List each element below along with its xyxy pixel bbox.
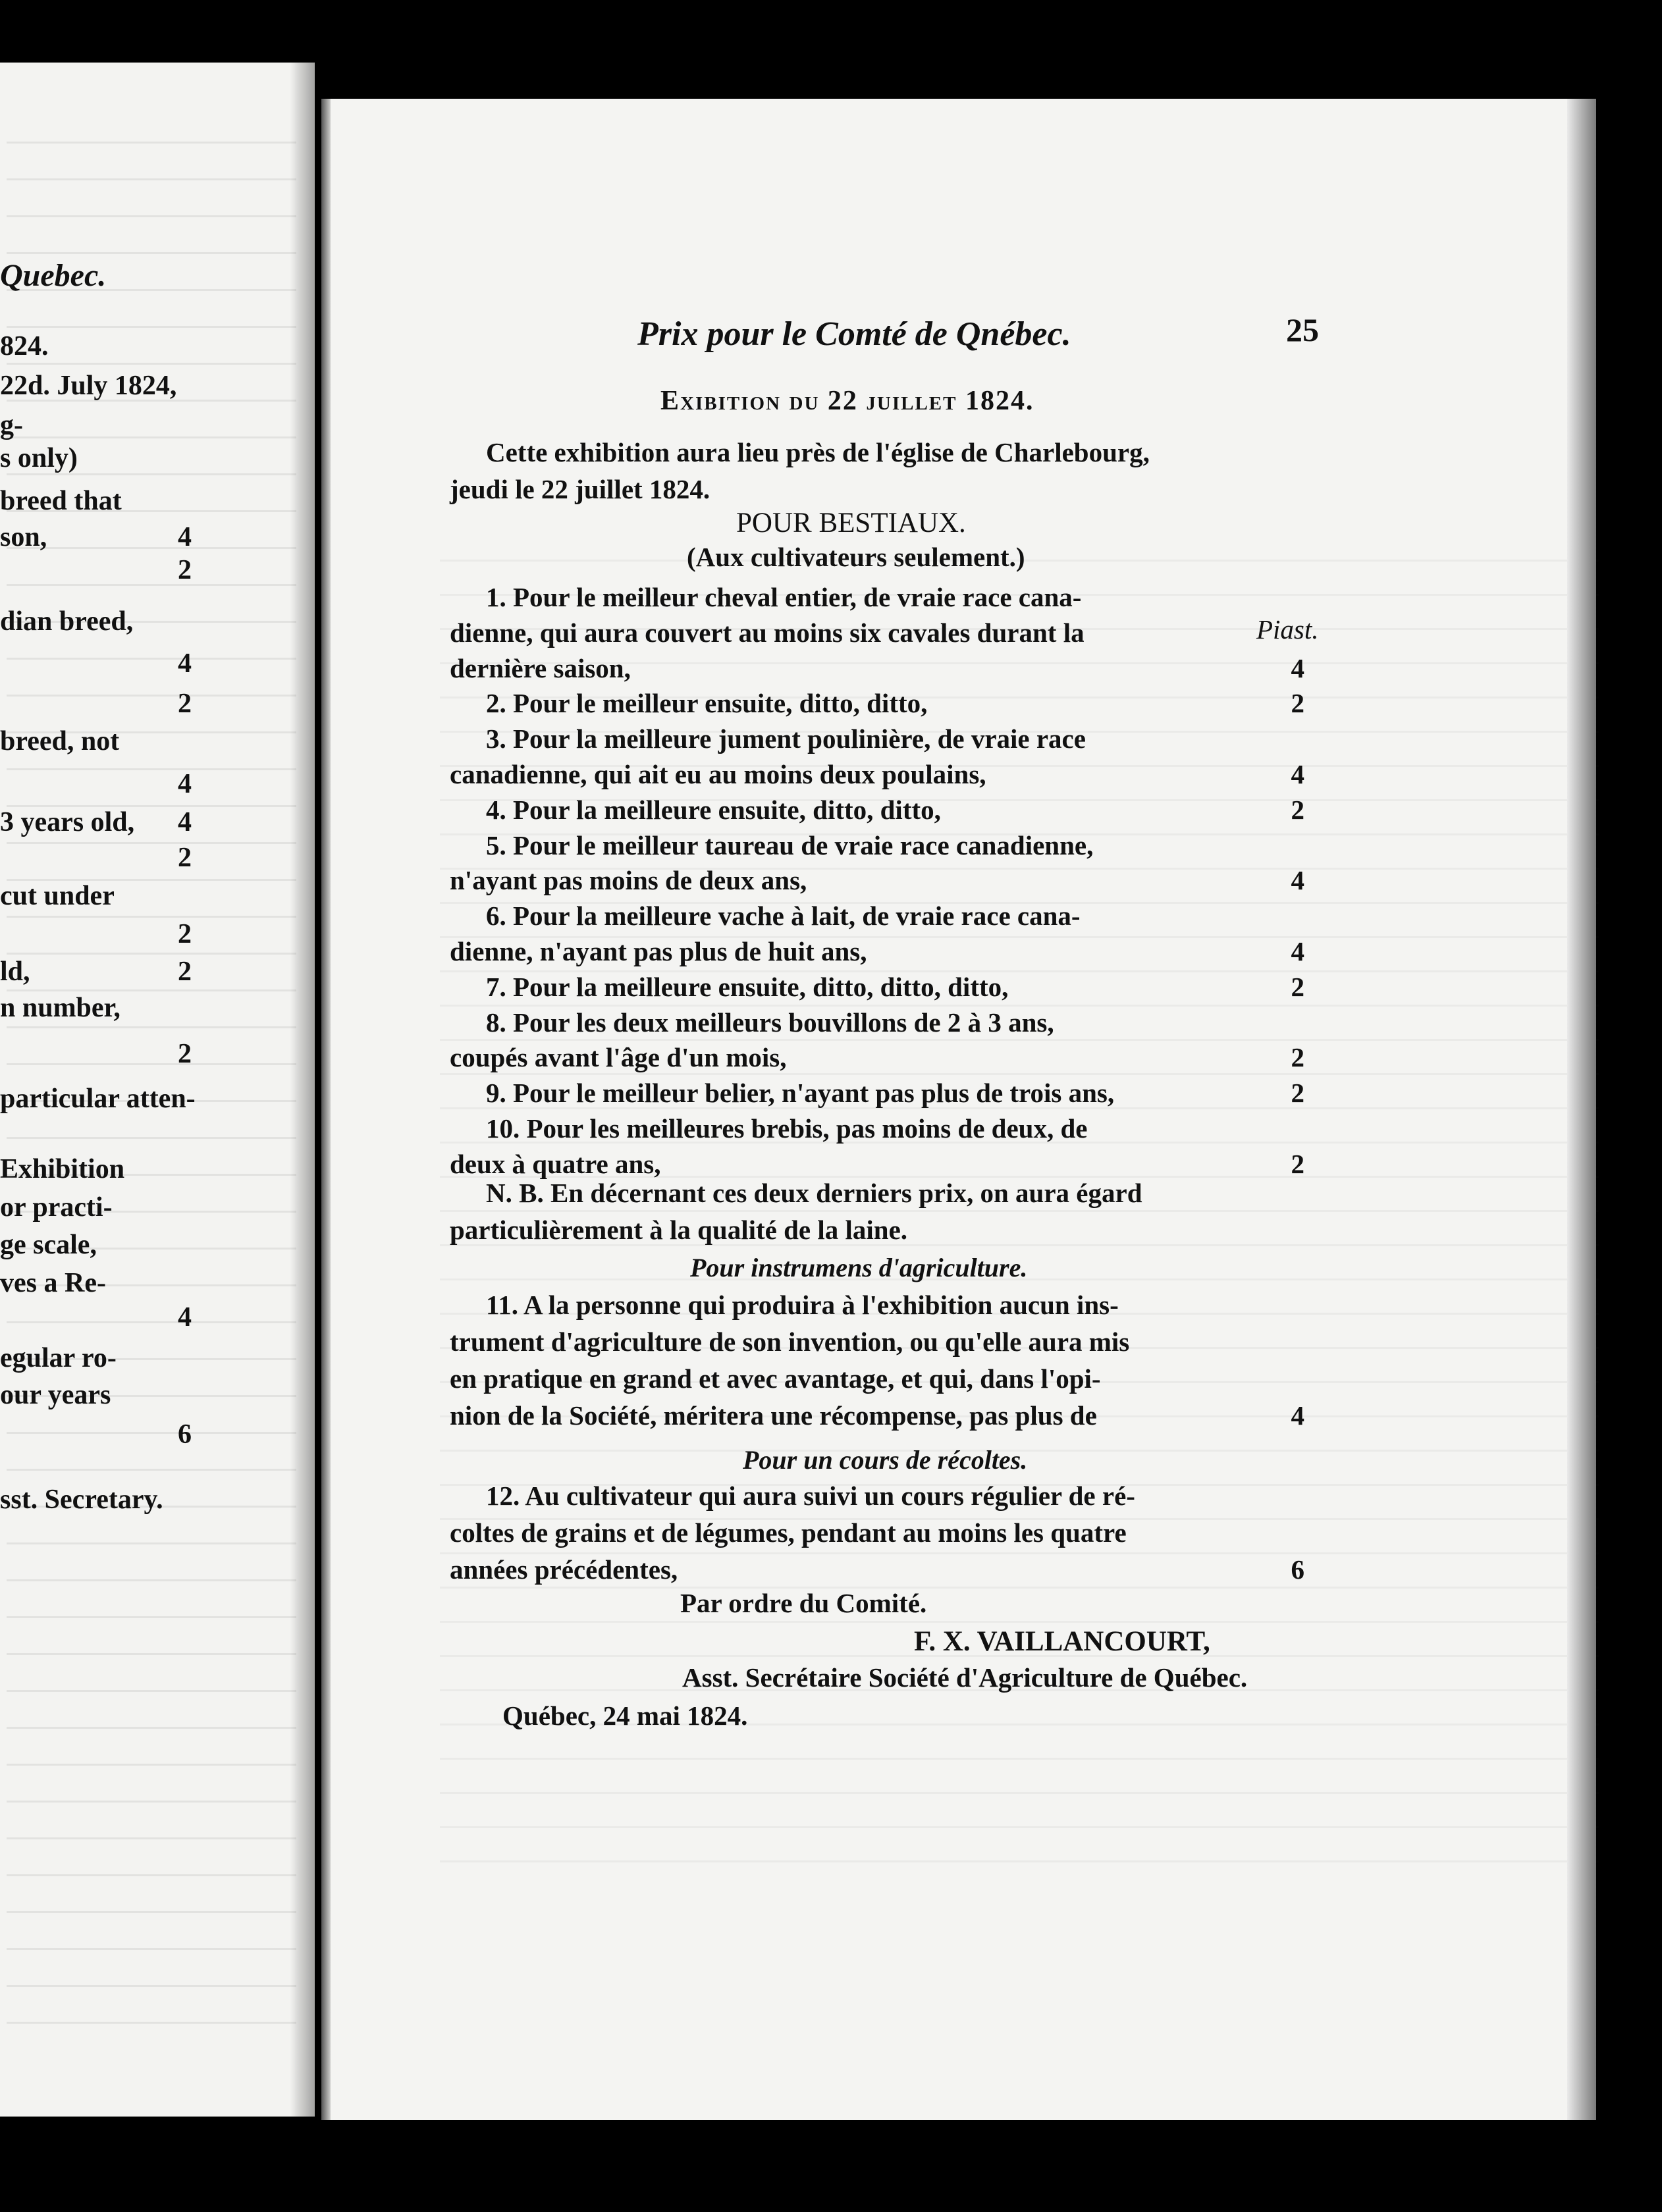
instrument-lines-text: trument d'agriculture de son invention, ou qu'elle aura mis xyxy=(450,1327,1130,1357)
prize-lines-text: 10. Pour les meilleures brebis, pas moins de deux, de xyxy=(486,1113,1088,1144)
left-line-text: egular ro- xyxy=(0,1343,117,1373)
right-page xyxy=(321,99,1594,2120)
left-line-text: son, xyxy=(0,522,47,552)
heading-bestiaux: POUR BESTIAUX. xyxy=(736,508,966,539)
prize-lines-text: 9. Pour le meilleur belier, n'ayant pas plus de trois ans, xyxy=(486,1078,1115,1109)
left-page-fragment xyxy=(0,63,315,2117)
prize-lines-amount: 4 xyxy=(1291,865,1304,896)
prize-lines-text: 5. Pour le meilleur taureau de vraie race canadienne, xyxy=(486,830,1094,860)
nb-line-1: N. B. En décernant ces deux derniers prix, on aura égard xyxy=(486,1178,1142,1208)
instrument-lines-text: en pratique en grand et avec avantage, et qui, dans l'opi- xyxy=(450,1363,1101,1394)
instrument-lines-text: 11. A la personne qui produira à l'exhibition aucun ins- xyxy=(486,1290,1119,1320)
prize-lines-text: coupés avant l'âge d'un mois, xyxy=(450,1042,787,1073)
left-line-number: 2 xyxy=(178,957,192,987)
left-line-number: 2 xyxy=(178,1039,192,1069)
page-edge-shadow xyxy=(1567,99,1596,2120)
prize-lines-text: dienne, qui aura couvert au moins six cavales durant la xyxy=(450,617,1085,648)
left-line-text: 3 years old, xyxy=(0,807,135,837)
prize-lines-amount: 2 xyxy=(1291,1078,1304,1109)
prize-lines-text: 3. Pour la meilleure jument poulinière, de vraie race xyxy=(486,724,1086,754)
prize-lines-text: 2. Pour le meilleur ensuite, ditto, ditto, xyxy=(486,688,928,719)
left-line-number: 4 xyxy=(178,522,192,552)
left-line-text: sst. Secretary. xyxy=(0,1485,163,1515)
prize-lines-amount: 2 xyxy=(1291,1148,1304,1179)
prize-lines-amount: 4 xyxy=(1291,936,1304,966)
currency-label: Piast. xyxy=(1256,614,1319,645)
left-line-text: breed, not xyxy=(0,726,120,756)
left-line-text: Exhibition xyxy=(0,1154,125,1184)
gutter-shadow xyxy=(290,63,315,2117)
prize-lines-amount: 2 xyxy=(1291,794,1304,825)
prize-lines-amount: 4 xyxy=(1291,759,1304,789)
left-line-text: particular atten- xyxy=(0,1084,196,1114)
intro-line-1: Cette exhibition aura lieu près de l'église de Charlebourg, xyxy=(486,437,1150,467)
left-line-text: 22d. July 1824, xyxy=(0,371,177,401)
left-line-text: ves a Re- xyxy=(0,1268,106,1298)
prize-lines-amount: 2 xyxy=(1291,688,1304,719)
left-line-number: 4 xyxy=(178,648,192,679)
running-head: Prix pour le Comté de Qnébec. xyxy=(637,315,1071,353)
left-line-number: 2 xyxy=(178,689,192,719)
prize-lines-amount: 2 xyxy=(1291,971,1304,1002)
prize-lines-text: 6. Pour la meilleure vache à lait, de vraie race cana- xyxy=(486,901,1081,932)
order-line: Par ordre du Comité. xyxy=(680,1588,927,1618)
subheading-bestiaux: (Aux cultivateurs seulement.) xyxy=(687,542,1025,572)
left-line-text: breed that xyxy=(0,486,122,516)
recolte-lines-text: 12. Au cultivateur qui aura suivi un cours régulier de ré- xyxy=(486,1481,1135,1511)
recolte-lines-text: années précédentes, xyxy=(450,1554,678,1585)
nb-line-2: particulièrement à la qualité de la laine. xyxy=(450,1215,908,1245)
recolte-lines-text: coltes de grains et de légumes, pendant au moins les quatre xyxy=(450,1517,1127,1548)
prize-lines-text: dernière saison, xyxy=(450,652,631,683)
left-line-number: 2 xyxy=(178,919,192,949)
left-line-text: s only) xyxy=(0,443,78,473)
left-line-text: Quebec. xyxy=(0,258,107,293)
page-number: 25 xyxy=(1286,311,1319,348)
left-line-text: 824. xyxy=(0,331,49,361)
signatory-title: Asst. Secrétaire Société d'Agriculture de Québec. xyxy=(682,1662,1248,1693)
left-line-text: or practi- xyxy=(0,1192,113,1223)
page-spine-edge xyxy=(321,99,331,2120)
left-line-text: ge scale, xyxy=(0,1230,97,1260)
left-line-number: 4 xyxy=(178,807,192,837)
left-line-text: cut under xyxy=(0,881,115,911)
prize-lines-amount: 2 xyxy=(1291,1042,1304,1073)
left-line-text: g- xyxy=(0,410,23,440)
date-line: Québec, 24 mai 1824. xyxy=(502,1700,748,1731)
left-line-text: n number, xyxy=(0,993,121,1023)
left-line-number: 6 xyxy=(178,1419,192,1450)
heading-recoltes: Pour un cours de récoltes. xyxy=(743,1445,1028,1475)
left-line-number: 2 xyxy=(178,843,192,873)
prize-lines-text: n'ayant pas moins de deux ans, xyxy=(450,865,807,896)
section-title: Exibition du 22 juillet 1824. xyxy=(660,386,1034,416)
instrument-lines-amount: 4 xyxy=(1291,1400,1304,1431)
prize-lines-text: 1. Pour le meilleur cheval entier, de vraie race cana- xyxy=(486,582,1082,612)
left-line-text: ld, xyxy=(0,957,30,987)
prize-lines-text: canadienne, qui ait eu au moins deux poulains, xyxy=(450,759,986,789)
instrument-lines-text: nion de la Société, méritera une récompense, pas plus de xyxy=(450,1400,1097,1431)
left-line-number: 2 xyxy=(178,555,192,585)
prize-lines-text: 4. Pour la meilleure ensuite, ditto, ditto, xyxy=(486,794,941,825)
left-line-text: our years xyxy=(0,1380,111,1410)
intro-line-2: jeudi le 22 juillet 1824. xyxy=(450,474,710,504)
left-line-text: dian breed, xyxy=(0,606,134,637)
prize-lines-amount: 4 xyxy=(1291,652,1304,683)
prize-lines-text: deux à quatre ans, xyxy=(450,1148,661,1179)
recolte-lines-amount: 6 xyxy=(1291,1554,1304,1585)
prize-lines-text: 7. Pour la meilleure ensuite, ditto, ditto, ditto, xyxy=(486,971,1009,1002)
left-line-number: 4 xyxy=(178,1302,192,1332)
signatory-name: F. X. VAILLANCOURT, xyxy=(914,1626,1210,1657)
prize-lines-text: 8. Pour les deux meilleurs bouvillons de 2 à 3 ans, xyxy=(486,1007,1054,1038)
heading-instrumens: Pour instrumens d'agriculture. xyxy=(690,1253,1028,1282)
prize-lines-text: dienne, n'ayant pas plus de huit ans, xyxy=(450,936,867,966)
left-line-number: 4 xyxy=(178,769,192,799)
